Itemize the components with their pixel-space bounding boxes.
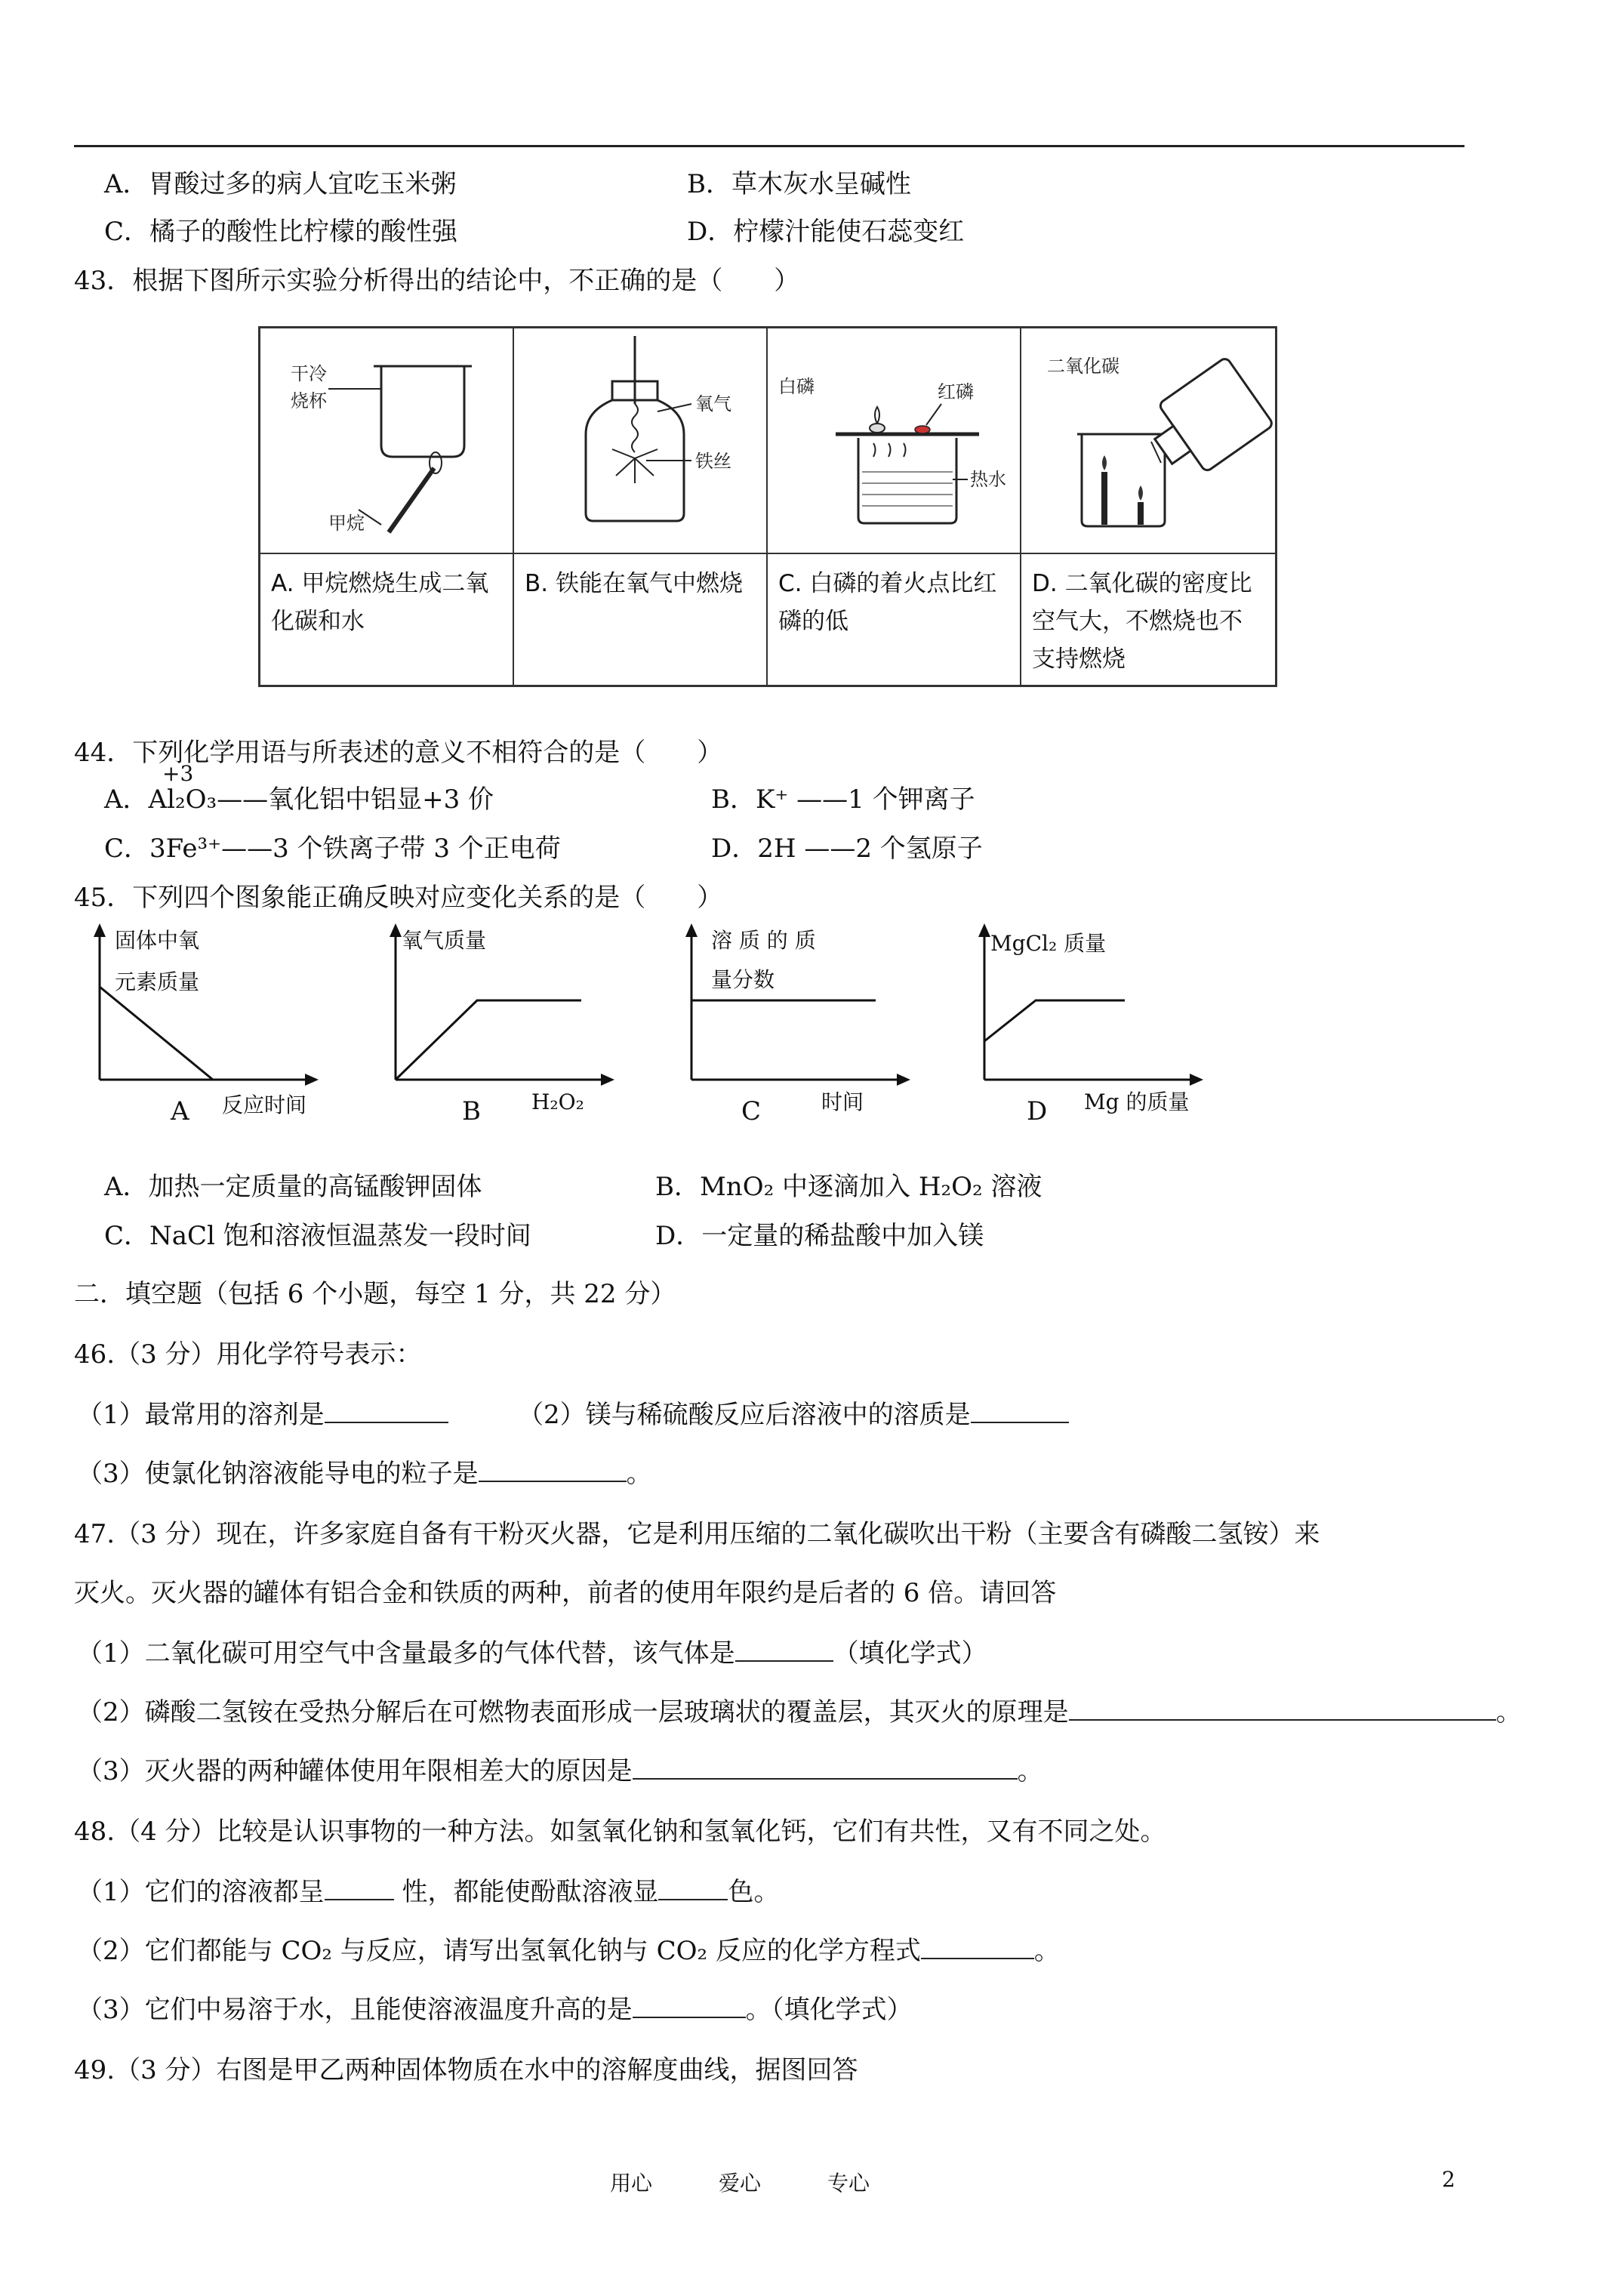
q47-part-1 — [77, 1637, 987, 1670]
q48-part-1-text-a: （1）它们的溶液都呈 — [77, 1877, 325, 1907]
q46-part-2-text: （2）镁与稀硫酸反应后溶液中的溶质是 — [518, 1400, 971, 1430]
graph-d-ylabel-1: MgCl₂ 质量 — [990, 931, 1107, 956]
fig-d-label-1: 二氧化碳 — [1047, 356, 1119, 377]
graph-a-ylabel-2: 元素质量 — [115, 969, 200, 994]
q46-part-2 — [518, 1398, 1069, 1432]
graph-b-line — [396, 1000, 581, 1080]
q45-option-b: B．MnO₂ 中逐滴加入 H₂O₂ 溶液 — [655, 1172, 1042, 1202]
co2-pouring-illustration — [1021, 328, 1275, 554]
fig-a-label-3: 甲烷 — [328, 513, 365, 534]
fig-b-label-2: 铁丝 — [695, 451, 731, 472]
graph-b-ylabel-1: 氧气质量 — [402, 928, 487, 953]
q46-part-1 — [77, 1398, 448, 1432]
phosphorus-ignition-illustration — [768, 328, 1021, 554]
graph-b-letter: B — [462, 1096, 481, 1126]
q48-part-1-text-c: 色。 — [728, 1877, 780, 1907]
q47-part-2 — [77, 1696, 1522, 1729]
q43-caption-c: C. 白磷的着火点比红磷的低 — [768, 554, 1021, 685]
q43-figure-c — [768, 328, 1021, 554]
q47-blank-1[interactable] — [735, 1638, 833, 1662]
fig-c-label-2: 红磷 — [938, 381, 974, 402]
q47-part-2-text: （2）磷酸二氢铵在受热分解后在可燃物表面形成一层玻璃状的覆盖层，其灭火的原理是 — [77, 1697, 1069, 1727]
q47-part-1-text: （1）二氧化碳可用空气中含量最多的气体代替，该气体是 — [77, 1638, 735, 1669]
q47-blank-2[interactable] — [1069, 1697, 1496, 1721]
q48-blank-1[interactable] — [325, 1876, 394, 1900]
q47-blank-3[interactable] — [633, 1755, 1018, 1780]
iron-wire-burning-illustration — [514, 328, 768, 554]
q45-graph-c — [667, 917, 939, 1136]
q47-part-1-end: （填化学式） — [833, 1638, 987, 1669]
graph-c-ylabel-1: 溶 质 的 质 — [711, 928, 816, 953]
q45-option-a: A．加热一定质量的高锰酸钾固体 — [104, 1172, 482, 1202]
q43-figure-b — [514, 328, 768, 554]
q47-stem-line-2: 灭火。灭火器的罐体有铝合金和铁质的两种，前者的使用年限约是后者的 6 倍。请回答 — [74, 1578, 1057, 1608]
q43-experiment-table — [258, 326, 1277, 687]
q42-option-b: B．草木灰水呈碱性 — [687, 169, 911, 199]
q48-part-3-end: 。（填化学式） — [745, 1995, 913, 2025]
graph-d-letter: D — [1027, 1096, 1048, 1126]
fig-b-label-1: 氧气 — [695, 393, 731, 415]
q45-option-c: C．NaCl 饱和溶液恒温蒸发一段时间 — [104, 1221, 531, 1251]
q48-part-2 — [77, 1934, 1060, 1968]
q46-part-3-text: （3）使氯化钠溶液能导电的粒子是 — [77, 1459, 479, 1489]
footer-word-2: 爱心 — [719, 2171, 762, 2196]
q44-option-a: A．Al₂O₃——氧化铝中铝显+3 价 — [104, 784, 494, 815]
footer-word-3: 专心 — [827, 2171, 870, 2196]
graph-c-letter: C — [741, 1096, 762, 1126]
q44-option-b: B．K⁺ ——1 个钾离子 — [711, 784, 975, 815]
q48-part-2-end: 。 — [1033, 1936, 1060, 1966]
q48-part-1 — [77, 1875, 779, 1909]
q44-option-c: C．3Fe³⁺——3 个铁离子带 3 个正电荷 — [104, 834, 561, 864]
graph-a-xlabel: 反应时间 — [222, 1093, 307, 1117]
q46-part-3 — [77, 1457, 652, 1490]
q46-blank-2[interactable] — [971, 1399, 1069, 1423]
q43-stem: 43．根据下图所示实验分析得出的结论中，不正确的是（ ） — [74, 266, 800, 296]
q43-figure-a — [260, 328, 514, 554]
graph-b-xlabel: H₂O₂ — [531, 1089, 584, 1114]
q47-stem-line-1: 47.（3 分）现在，许多家庭自备有干粉灭火器，它是利用压缩的二氧化碳吹出干粉（主要含有磷酸二氢铵）来 — [74, 1519, 1320, 1549]
fig-c-label-1: 白磷 — [778, 376, 815, 397]
graph-a-letter: A — [171, 1096, 189, 1126]
q43-caption-a: A. 甲烷燃烧生成二氧化碳和水 — [260, 554, 514, 685]
q42-option-a: A．胃酸过多的病人宜吃玉米粥 — [104, 169, 457, 199]
q44-valence-mark: +3 — [162, 761, 194, 786]
q48-stem: 48.（4 分）比较是认识事物的一种方法。如氢氧化钠和氢氧化钙，它们有共性，又有不同之处。 — [74, 1817, 1166, 1847]
q46-stem: 46.（3 分）用化学符号表示： — [74, 1339, 422, 1370]
q43-figure-d — [1021, 328, 1275, 554]
graph-d-xlabel: Mg 的质量 — [1084, 1089, 1190, 1114]
q48-blank-2[interactable] — [658, 1876, 728, 1900]
q45-graph-a — [75, 917, 347, 1136]
q45-stem: 45．下列四个图象能正确反映对应变化关系的是（ ） — [74, 883, 723, 913]
graph-d-line — [984, 1000, 1125, 1041]
q48-part-2-text: （2）它们都能与 CO₂ 与反应，请写出氢氧化钠与 CO₂ 反应的化学方程式 — [77, 1936, 921, 1966]
q43-caption-b: B. 铁能在氧气中燃烧 — [514, 554, 768, 685]
q48-part-1-text-b: 性，都能使酚酞溶液显 — [393, 1877, 659, 1907]
q48-part-3-text: （3）它们中易溶于水，且能使溶液温度升高的是 — [77, 1995, 633, 2025]
graph-a-ylabel-1: 固体中氧 — [115, 928, 200, 953]
footer-word-1: 用心 — [610, 2171, 653, 2196]
fig-a-label-1: 干冷 — [291, 363, 327, 384]
fig-c-label-3: 热水 — [970, 469, 1006, 490]
q42-option-d: D．柠檬汁能使石蕊变红 — [687, 217, 965, 247]
q44-stem: 44．下列化学用语与所表述的意义不相符合的是（ ） — [74, 738, 723, 768]
graph-c-xlabel: 时间 — [821, 1089, 864, 1114]
graph-a-line — [100, 987, 213, 1080]
page-number: 2 — [1442, 2167, 1455, 2192]
methane-combustion-illustration — [260, 328, 514, 554]
q49-stem: 49.（3 分）右图是甲乙两种固体物质在水中的溶解度曲线，据图回答 — [74, 2055, 858, 2085]
q45-graph-b — [371, 917, 643, 1136]
graph-c-ylabel-2: 量分数 — [711, 967, 775, 992]
q47-part-2-end: 。 — [1495, 1697, 1522, 1727]
q45-option-d: D．一定量的稀盐酸中加入镁 — [655, 1221, 984, 1251]
q44-option-d: D．2H ——2 个氢原子 — [711, 834, 983, 864]
fig-a-label-2: 烧杯 — [291, 390, 327, 411]
q48-blank-3[interactable] — [921, 1935, 1034, 1959]
q47-part-3-end: 。 — [1017, 1756, 1043, 1786]
section-2-heading: 二．填空题（包括 6 个小题，每空 1 分，共 22 分） — [74, 1279, 676, 1309]
q42-option-c: C．橘子的酸性比柠檬的酸性强 — [104, 217, 458, 247]
q48-part-3 — [77, 1993, 913, 2026]
q46-part-3-end: 。 — [626, 1459, 652, 1489]
q46-blank-1[interactable] — [325, 1399, 448, 1423]
q46-blank-3[interactable] — [479, 1458, 627, 1482]
q47-part-3-text: （3）灭火器的两种罐体使用年限相差大的原因是 — [77, 1756, 633, 1786]
header-rule — [74, 145, 1464, 147]
q43-caption-d: D. 二氧化碳的密度比空气大，不燃烧也不支持燃烧 — [1032, 570, 1252, 673]
q46-part-1-text: （1）最常用的溶剂是 — [77, 1400, 325, 1430]
q48-blank-4[interactable] — [633, 1994, 746, 2018]
q45-graph-d — [960, 917, 1247, 1136]
q47-part-3 — [77, 1755, 1043, 1788]
